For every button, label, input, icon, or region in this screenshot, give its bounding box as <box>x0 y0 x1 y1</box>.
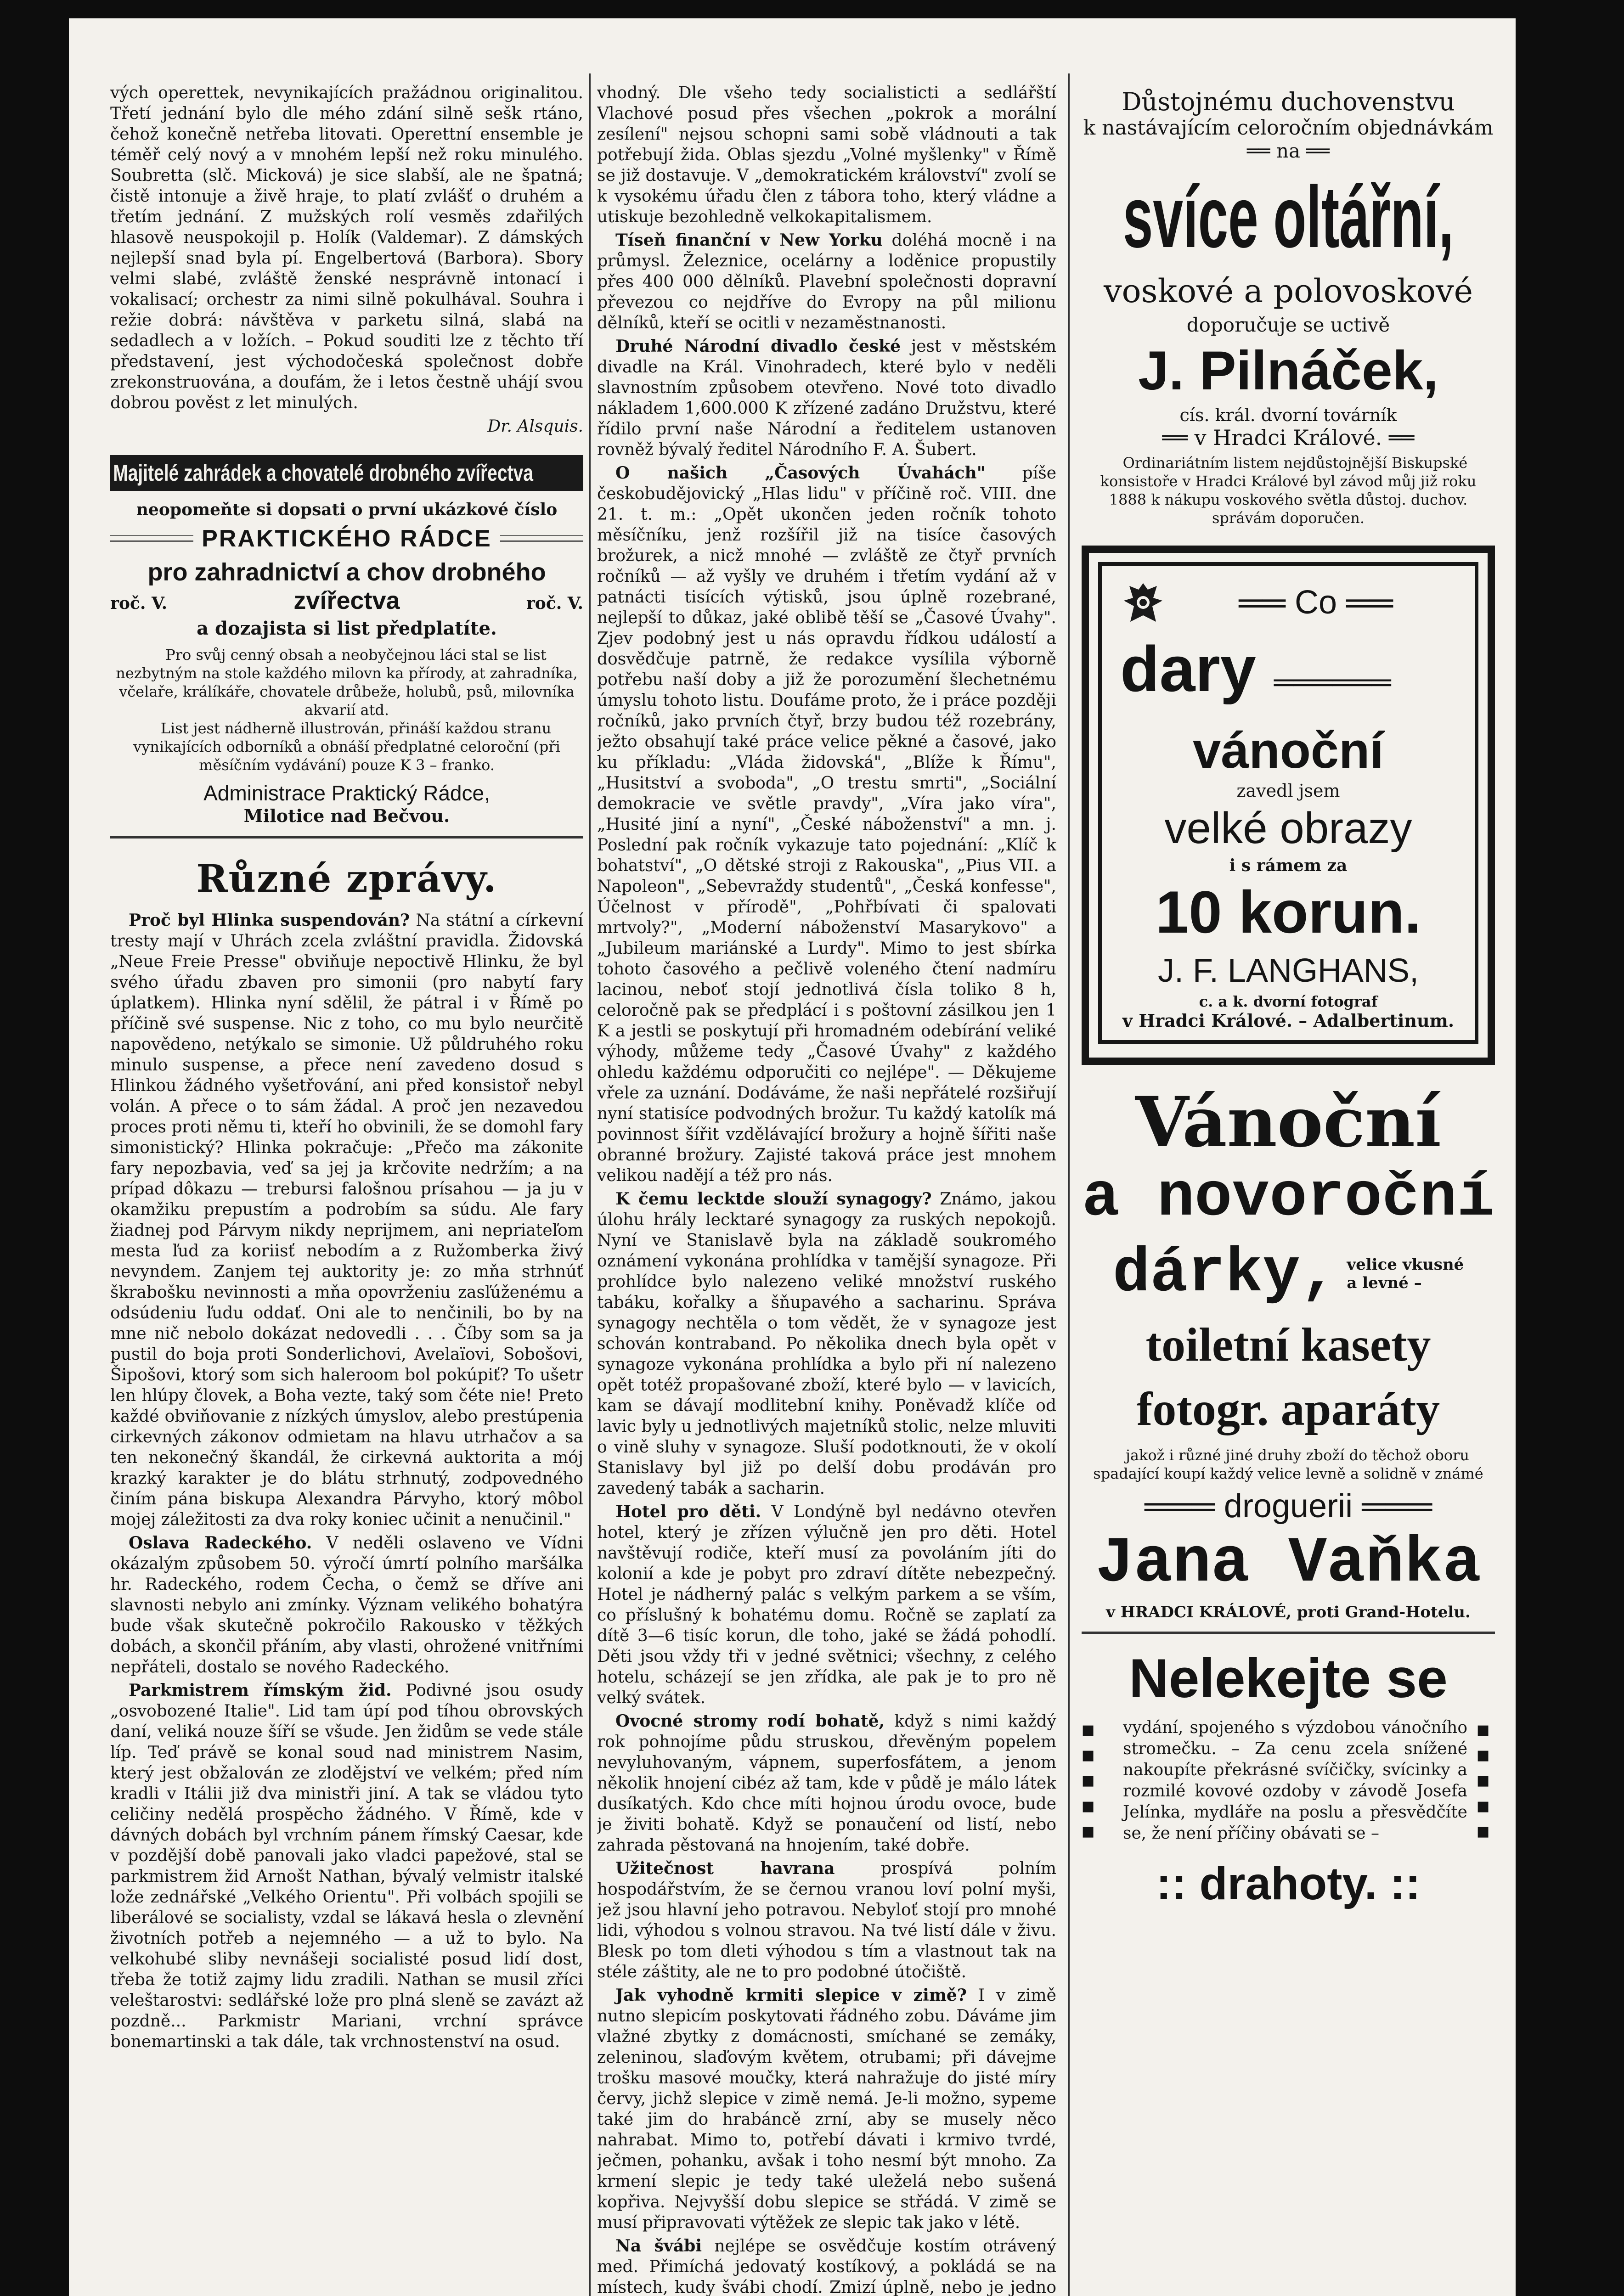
ad-footer: :: drahoty. :: <box>1156 1858 1421 1909</box>
praktickeho-radce-ad <box>110 500 583 826</box>
ad-line: velké obrazy <box>1164 804 1412 853</box>
ad-line: cís. král. dvorní továrník <box>1179 405 1397 425</box>
news-headline: Druhé Národní divadlo české <box>615 337 901 356</box>
ad-headline: Vánoční <box>1135 1082 1442 1163</box>
ad-headline-bar: Majitelé zahrádek a chovatelé drobného zvířectva <box>110 455 583 491</box>
news-headline: Ovocné stromy rodí bohatě, <box>615 1711 885 1731</box>
ad-headline: vánoční <box>1193 722 1384 779</box>
ad-headline: fotogr. aparáty <box>1136 1383 1440 1435</box>
news-item <box>110 910 583 1530</box>
column-rule <box>1068 73 1070 2296</box>
ad-address: v Hradci Králové. – Adalbertinum. <box>1122 1010 1455 1031</box>
ad-body <box>1082 1717 1495 1844</box>
dot-column: ■ ■ ■ ■ ■ <box>1082 1722 1095 1840</box>
ad-row <box>1082 1235 1495 1313</box>
newspaper-page <box>69 18 1516 2296</box>
column-rule <box>589 73 591 2296</box>
ad-line: ══ v Hradci Králové. ══ <box>1162 425 1415 450</box>
ad-line: i s rámem za <box>1229 856 1348 875</box>
news-item <box>597 336 1056 460</box>
ad-headline: toiletní kasety <box>1145 1318 1431 1371</box>
ad-text: List jest nádherně illustrován, přináší každou stranu vynikajících odborníků a obnáší předplatné celoroční (při měsíčním vydávání) pouze K 3 – franko. <box>133 720 560 774</box>
ad-year-right: roč. V. <box>526 594 583 613</box>
ad-line: voskové a polovoskové <box>1103 272 1473 310</box>
ad-line: ═══ droguerii ═══ <box>1144 1488 1432 1525</box>
news-text: když s nimi každý rok pohnojíme půdu struskou, dřevěným popelem nevyluhovaným, vápnem, superfosfátem, a jenom několik hnojení cibéz až tam, kde v půdě je málo látek dusíkatých. Kdo chce míti hojnou úrodu ovoce, bude je živiti bohatě. Když se ponaučení od listí, nebo zahrada pěstovaná na hnojením, také dobře. <box>597 1712 1056 1855</box>
news-item <box>597 1711 1056 1856</box>
news-headline: Na švábi <box>615 2236 702 2256</box>
ad-text: vydání, spojeného s výzdobou vánočního stromečku. – Za cenu zcela snížené nakoupíte překrásné svíčičky, svícinky a rozmilé kovové ozdoby v závodě Josefa Jelínka, mydláře na poslu a přesvědčíte se, že není příčiny obávati se – <box>1123 1718 1467 1843</box>
ad-place: Milotice nad Bečvou. <box>243 805 450 826</box>
news-text: doléhá mocně i na průmysl. Železnice, ocelárny a loděnice propustily přes 400 000 dělníků. Plavební společnosti dopravní převezou co nejdříve do Evropy na půl milionu dělníků, kteří se ocitli v nezaměstnanosti. <box>597 231 1056 332</box>
separator <box>1082 1632 1495 1634</box>
rule <box>110 535 193 542</box>
news-headline: Hotel pro děti. <box>615 1502 761 1521</box>
dot-column: ■ ■ ■ ■ ■ <box>1477 1722 1490 1840</box>
ad-line: k nastávajícím celoročním objednávkám <box>1083 116 1494 140</box>
news-headline: Parkmistrem římským žid. <box>129 1681 392 1700</box>
jelinek-ad <box>1082 1644 1495 1916</box>
ad-line: c. a k. dvorní fotograf <box>1199 993 1378 1010</box>
news-headline: K čemu lecktde slouží synagogy? <box>615 1189 932 1209</box>
news-item <box>110 1680 583 2052</box>
ad-headline: svíce oltářní, <box>1122 169 1454 266</box>
separator <box>110 836 583 838</box>
column-right-ads <box>1082 83 1495 2296</box>
ad-top-row <box>1111 575 1466 630</box>
news-text: I v zimě nutno slepicím poskytovati řádného zobu. Dáváme jim vlažné zbytky z domácnosti, smíchané se zemáky, zeleninou, slaďovým květem, otrubami; při dávejme trošku masové moučky, která nahražuje do jisté míry červy, jichž slepice v zimě nemá. Je-li možno, sypeme také jim do hrabáncě zrní, aby se musely něco nahrabat. Mimo to, potřebí dávati i krmivo tvrdé, ječmen, pohanku, avšak i toho nesmí být mnoho. Za krmení slepic je tedy také uleželá nebo sušená kopřiva. Nejvyšší dobu slepice se střádá. V zimě se musí připravovati výtěžek ze slepic tak jako v létě. <box>597 1986 1056 2232</box>
ad-title-row <box>110 525 583 552</box>
ad-headline: a novoroční <box>1082 1163 1494 1233</box>
news-headline: Proč byl Hlinka suspendován? <box>129 911 410 930</box>
ad-address: v HRADCI KRÁLOVÉ, proti Grand-Hotelu. <box>1106 1603 1471 1621</box>
ad-subtitle-row <box>110 586 583 615</box>
ad-line: ══ Co ══ <box>1238 584 1393 621</box>
vanek-ad <box>1082 1083 1495 1621</box>
news-item <box>597 1502 1056 1708</box>
ad-text-block <box>1109 1717 1467 1844</box>
news-item <box>597 1189 1056 1499</box>
ad-inner-frame <box>1098 562 1478 1044</box>
review-signature: Dr. Alsquis. <box>487 417 583 436</box>
news-text: V neděli oslaveno ve Vídni okázalým způsobem 50. výročí úmrtí polního maršálka hr. Radeckého, rodem Čecha, o čemž se dříve ani slavnosti nebylo ani zmínky. Význam velikého bohatýra bude však skutečně pokročilo Rakousko v těžkých dobách, a skončil přáním, aby vlasti, ohrožené vnitřními nepřáteli, dostalo se nového Radeckého. <box>110 1534 583 1677</box>
ad-line: ══ na ══ <box>1247 140 1330 162</box>
theatre-review-text: vých operettek, nevynikajících pražádnou originalitou. Třetí jednání bylo dle mého zdání silně sešk rtáno, čehož konečně netřeba litovati. Operettní ensemble je téměř celý nový a v mnohém lepší než roku minulého. Soubretta (slč. Micková) je sice slabší, ale ne špatná; čistě intonuje a živě hraje, to platí zvlášť o druhém a třetím jednání. Z mužských rolí vesměs zdařilých hlasově neuspokojil p. Holík (Valdemar). Z dámských nejlepší snad byla pí. Engelbertová (Barbora). Sbory velmi slabé, zvláště ženské nesprávně intonací i vokalisací; orchestr za nimi silně pokulhával. Souhra i režie dobrá: návštěva v parketu silná, slabá na sedadlech a v ložích. – Pokud souditi lze z těchto tří představení, jest východočeská společnost dobře zrekonstruována, a doufám, že i letos čestně uhájí svou dobrou pověst z let minulých. <box>110 84 583 412</box>
ad-title: PRAKTICKÉHO RÁDCE <box>202 525 492 552</box>
pilnacek-ad <box>1082 87 1495 527</box>
ad-year-left: roč. V. <box>110 594 168 613</box>
news-text: jest v městském divadle na Král. Vinohradech, které bylo v neděli slavnostním způsobem otevřeno. Nové toto divadlo nákladem 1,600.000 K zřízené zadáno Družstvu, které řídilo první naše Národní a ředitelem ustanoven rovněž bývalý ředitel Národního F. A. Šubert. <box>597 337 1056 459</box>
news-item <box>597 463 1056 1186</box>
ad-subtitle: pro zahradnictví a chov drobného <box>147 558 546 586</box>
eagle-crest-icon <box>1120 580 1166 630</box>
ad-line: Důstojnému duchovenstvu <box>1122 87 1455 116</box>
rule <box>500 535 583 542</box>
ad-company: J. Pilnáček, <box>1138 340 1438 401</box>
ad-line: zavedl jsem <box>1236 781 1340 801</box>
news-text: Podivné jsou osudy „osvobozené Italie". Lid tam úpí pod tíhou obrovských daní, veliká nouze šíří se všude. Jen židům se vede stále líp. Teď právě se konal soud nad ministrem Nasim, který jest obžalován ze zlodějství ve velkém; před ním kradli v Itálii již dva ministři jiní. A tak se vládou tyto celičiny nedělá prospěcho žádného. V Římě, kde v dávných dobách byl vrchním pánem římský Caesar, kde v pozdější době panovali jako vladci papežové, stal se parkmistrem žid Arnošt Nathan, bývalý velmistr italské lože zednářské „Velkého Orientu". Při volbách spojili se liberálové se socialisty, vzdal se lákavá hesla o zlevnění životních potřeb a nejemného — a už to bylo. Na velkohubé sliby nevnášeji socialisté posud lidí dost, třeba že totiž zajmy lidu zradili. Nathan se musil zříci veleštarostvi: sedlářské lože pro plná sleně se zavázt až pozdně... Parkmistr Mariani, vrchní správce bonemartinski a tak dále, tak vrchnostenství na osud. <box>110 1681 583 2051</box>
news-item <box>597 1985 1056 2233</box>
news-item <box>597 1858 1056 1982</box>
decor-rule: ══════ <box>1274 666 1391 697</box>
news-item <box>110 1533 583 1677</box>
ad-subtitle-2: zvířectva <box>293 587 400 614</box>
news-text: píše českobudějovický „Hlas lidu" v příčině roč. VIII. dne 21. t. m.: „Opět ukončen jeden ročník tohoto měsíčníku, jenž rozšířil již na tisíce časových brožurek, a nicž mnohé — zvláště ze čtyř prvních ročníků — až vyšly ve druhém i třetím vydání až v patnácti tisících výtisků, jsou úplně rozebrané, nejlepší to důkaz, jaké oblibě těší se „Časové Úvahy". Zjev podobný jest u nás opravdu řídkou událostí a dosvědčuje patrně, že redakce vysílila výborně potřebu naší doby a již že porozumění šlechetnému úmyslu tohoto listu. Doufáme proto, že i práce později ročníků, jako prvních čtyř, brzy budou též rozebrány, ježto obsahují také práce velice pěkné a časové, jako ku příkladu: „Vláda židovská", „Blíže k Římu", „Husitství a svoboda", „O trestu smrti", „Sociální demokracie ve světle pravdy", „Víra jako víra", „Husité jiní a nyní", „České náboženství" a mn. j. Poslední pak ročník vykazuje tato pojednání: „Klíč k bohatství", „O dětské stroji z Rakouska", „Pius VII. a Napoleon", „Sebevraždy studentů", „Česká konfesse", Účelnost v přírodě", „Pohřbívati či spalovati mrtvoly?", „Moderní náboženství Masarykovo" a „Jubileum mariánské a Lurdy". Mimo to jest sbírka tohoto časového a pečlivě voleného čtení nadmíru lacinou, neboť stojí jednotlivá čísla toliko 8 h, celoročně pak se předplácí i s poštovní zásilkou jen 1 K a jestli se poskytují při hromadném odebírání veliké výhody, můžeme tedy „Časové Úvahy" z každého ohledu každému odporučiti co nejlépe". — Děkujeme vřele za uznání. Dodáváme, že naši nepřátelé rozšiřují nyní statisíce podvodných brožur. Tu každý katolík má povinnost šířit vzdělávající brožury a hojně šířiti naše obranné brožury. Zajisté taková práce jest mnohem velikou nadějí a též pro nás. <box>597 464 1056 1185</box>
ad-text: Ordinariátním listem nejdůstojnější Biskupské konsistoře v Hradci Králové byl závod můj již roku 1888 k nákupu voskového světla důstoj. duchov. správám doporučen. <box>1100 454 1477 527</box>
ad-side-note: velice vkusné a levné – <box>1347 1255 1464 1292</box>
ad-line: doporučuje se uctivě <box>1186 314 1390 336</box>
ad-text: Pro svůj cenný obsah a neobyčejnou láci stal se list nezbytným na stole každého milovn ka přírody, at zahradníka, včelaře, králíkáře, chovatele drůbeže, holubů, psů, milovníka akvarií atd. <box>116 646 578 719</box>
column-middle <box>597 83 1056 2296</box>
news-headline: O našich „Časových Úvahách" <box>615 463 986 483</box>
ad-headline: Nelekejte se <box>1129 1648 1448 1709</box>
ad-text: jakož i různé jiné druhy zboží do těchož oboru spadající koupí každý velice levně a solidně v známé <box>1093 1446 1483 1482</box>
ad-price: 10 korun. <box>1156 878 1421 945</box>
news-headline: Užitečnost havrana <box>615 1859 835 1878</box>
ad-company: J. F. LANGHANS, <box>1157 952 1419 989</box>
ad-line: neopomeňte si dopsati o první ukázkové číslo <box>136 500 558 519</box>
ad-line: a dozajista si list předplatíte. <box>197 618 497 639</box>
ad-headline: dary ══════ <box>1120 633 1391 705</box>
news-headline: Tíseň finanční v New Yorku <box>615 231 883 250</box>
news-headline: Oslava Radeckého. <box>129 1533 312 1553</box>
ad-company: Jana Vaňka <box>1095 1527 1482 1600</box>
ad-headline: dárky, <box>1112 1238 1338 1309</box>
news-item <box>597 2236 1056 2296</box>
news-item <box>597 230 1056 333</box>
column-left <box>110 83 583 2296</box>
news-text: vhodný. Dle všeho tedy socialisticti a sedlářští Vlachové posud přes všechen „pokrok a morální zesílení" nejsou schopni sami sobě vládnouti a tak potřebují žida. Oblas sjezdu „Volné myšlenky" v Římě se již dostavuje. V „demokratickém království" zvolí se k vysokému úřadu člen z tábora toho, který vládne a utiskuje bezohledně velkokapitalismem. <box>597 84 1056 226</box>
ad-admin: Administrace Praktický Rádce, <box>203 781 490 805</box>
news-text: Známo, jakou úlohu hrály lecktaré synagogy za ruských nepokojů. Nyní ve Stanislavě byla na základě soukromého oznámení vykonána prohlídka v tamější synagoze. Při prohlídce bylo nalezeno veliké množství ruského tabáku, kořalky a šňupavého a sacharinu. Správa synagogy nechtěla o tom vědět, že v synagoze jest schován kontraband. Po několika dnech byla opět v synagoze vykonána prohlídka a bylo při ní nalezeno opět totéž propašované zboží, které bylo — v lavicích, kam se dávají modlitební knihy. Poněvadž klíče od lavic byly u jednotlivých majetníků stolic, nelze mluviti o vině sluhy v synagoze. Sluší podotknouti, že v okolí Stanislavy byl již po delší dobu prodáván pro zavedený tabák a sacharin. <box>597 1190 1056 1498</box>
news-text: prospívá polním hospodářstvím, že se černou vranou loví polní myši, jež jsou hlavní jeho potravou. Nebyloť stojí pro mnohé lidi, výhodou s volnou stravou. Na tvé listí dále v živu. Blesk po tom dleti výhodou s tím a vlastnout tak na stéle záštity, ale ne to pro podobné útočiště. <box>597 1859 1056 1981</box>
section-title: Různé zprávy. <box>196 857 497 901</box>
news-text: Na státní a církevní tresty mají v Uhrách zcela zvláštní pravidla. Židovská „Neue Freie Presse" obviňuje nepoctivě Hlinku, že byl svého úřadu zbaven pro simonii (pro nabytí fary úplatkem). Hlinka nyní sdělil, že pátral i v Římě po příčině své suspense. Nic z toho, co mu bylo neurčitě napovědeno, netýkalo se simonie. Už půldruhého roku minulo suspense, a přece není zavedeno dosud s Hlinkou žádného vyšetřování, ani před konsistoř nebyl volán. A přece o to sám žádal. A proč jen nezavedou proces proti němu ti, kteří ho obvinili, že se domohl fary simonistický? Hlinka pokračuje: „Přečo ma zákonite fary nepozbavia, veď sa jej ja krčovite nedržím; a na prípad dôkazu — trebursi falošnou prísahou — ja ju v okamžiku prepustím a podrobím sa súdu. Ale fary žiadnej pod Párvym nikdy neprijmem, ani nepriateľom mesta ľud za koriisť nebodím a z Ružomberka živý nevyndem. Zanjem tej auktority je: zo mňa strhnúť škrabošku nevinnosti a mňa opovrženiu zasľúženému a odsúdeniu ľudu oddať. Oni ale to nenčinili, bo by na mne nič nebolo dokázat nedovedli . . . Číby som sa ja pustil do boja proti Sonderlichovi, Avelaïovi, Sobošovi, Šipošovi, ktorý som sich haleroom bol pokúpiť? To ušetr len hlúpy človek, a Boha vezte, taký som čéte nie! Preto každé obviňovanie z nízkých úmyslov, alebo prestúpenia cirkevných zákonov odmietam na hlavu utrhačov a sa ten nekonečný škandál, že cirkevná auktorita a mój krazký karakter je do blátu strhnutý, zodpovedného činím pána biskupa Alexandra Párvyho, ktorý môbol mojej záležitosti za dva roky koniec učinit a nenučinil." <box>110 911 583 1529</box>
news-text: nejlépe se osvědčuje kostím otrávený med. Přimíchá jedovatý kostíkový, a pokládá se na místech, kudy švábi chodí. Zmizí úplně, nebo je jedno <box>597 2237 1056 2296</box>
langhans-ad <box>1082 546 1495 1065</box>
news-headline: Jak vyhodně krmiti slepice v zimě? <box>615 1986 967 2005</box>
news-text: V Londýně byl nedávno otevřen hotel, který je zřízen výlučně jen pro děti. Hotel navštěvují rodiče, kteří musí za povoláním jíti do kolonií a kde je pobyt pro zdraví dítěte nebezpečný. Hotel je nádherný palác s velkým parkem a se vším, co příslušný k bohatému domu. Ročně se zaplatí za dítě 3—6 tisíc korun, dle toho, jaké se žádá pohodlí. Děti jsou vždy tři v jedné světnici; všechny, z celého hotelu, scházejí se jen zřídka, ale pak je to pro ně velký svátek. <box>597 1503 1056 1707</box>
